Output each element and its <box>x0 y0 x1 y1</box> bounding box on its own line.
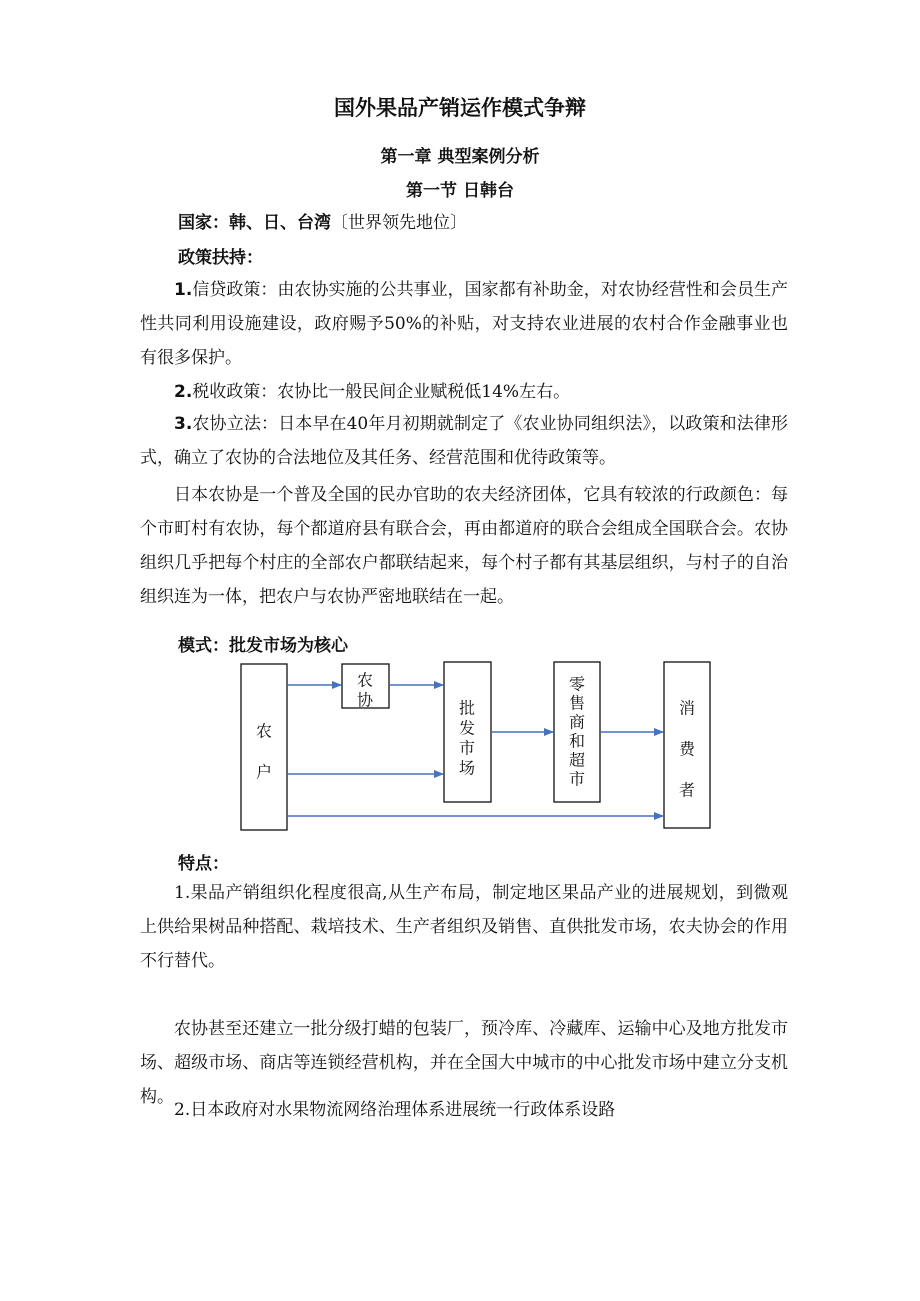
wholesale-market-label <box>459 699 475 778</box>
consumer-label-char: 费 <box>678 739 696 759</box>
policy-item-text: 信贷政策：由农协实施的公共事业，国家都有补助金，对农协经营性和会员生产性共同利用设施建设，政府赐予50%的补贴，对支持农业进展的农村合作金融事业也有很多保护。 <box>140 280 788 368</box>
retail-label-char: 零 <box>568 674 586 694</box>
wholesale-label-char: 市 <box>458 738 476 758</box>
document-title: 国外果品产销运作模式争辩 <box>334 96 586 120</box>
consumer-label-char: 消 <box>678 698 696 718</box>
chapter-title: 第一章 典型案例分析 <box>380 147 540 167</box>
wholesale-label-char: 发 <box>458 718 476 738</box>
country-heading <box>178 208 467 233</box>
consumer-label <box>679 699 696 800</box>
flow-diagram <box>0 650 920 840</box>
policy-item-text: 税收政策：农协比一般民间企业赋税低14%左右。 <box>192 382 571 402</box>
farmer-box <box>241 664 287 830</box>
policy-item-number: 2. <box>174 382 193 402</box>
retail-label-char: 商 <box>568 712 586 732</box>
feature-paragraph-2: 农协甚至还建立一批分级打蜡的包装厂，预冷库、冷藏库、运输中心及地方批发市场、超级市场、商店等连锁经营机构，并在全国大中城市的中心批发市场中建立分支机构。 <box>140 1019 788 1107</box>
policy-heading: 政策扶持： <box>178 248 263 268</box>
feature-paragraph-1: 1.果品产销组织化程度很高,从生产布局，制定地区果品产业的进展规划，到微观上供给果树品种搭配、栽培技术、生产者组织及销售、直供批发市场，农夫协会的作用不行替代。 <box>140 883 788 971</box>
retail-label-char: 超 <box>568 750 586 770</box>
feature-paragraph-3: 2.日本政府对水果物流网络治理体系进展统一行政体系设路 <box>174 1100 616 1120</box>
policy-item-number: 3. <box>174 414 193 434</box>
farmer-label-char: 农 <box>255 721 273 741</box>
coop-label-char: 协 <box>356 690 374 710</box>
policy-item-3 <box>140 407 788 475</box>
retail-supermarket-label <box>569 675 585 789</box>
policy-item-number: 1. <box>174 280 193 300</box>
model-heading: 模式：批发市场为核心 <box>178 636 348 656</box>
policy-item-2 <box>140 375 788 409</box>
wholesale-label-char: 场 <box>458 758 476 778</box>
country-note: 〔世界领先地位〕 <box>331 213 467 233</box>
policy-item-1 <box>140 273 788 375</box>
country-label: 国家：韩、日、台湾 <box>178 213 331 233</box>
retail-label-char: 售 <box>568 693 586 713</box>
coop-label <box>357 671 374 710</box>
intro-paragraph: 日本农协是一个普及全国的民办官助的农夫经济团体，它具有较浓的行政颜色：每个市町村有农协，每个都道府县有联合会，再由都道府的联合会组成全国联合会。农协组织几乎把每个村庄的全部农户都联结起来，每个村子都有其基层组织，与村子的自治组织连为一体，把农户与农协严密地联结在一起。 <box>140 485 788 607</box>
retail-label-char: 市 <box>568 769 586 789</box>
coop-label-char: 农 <box>356 670 374 690</box>
wholesale-label-char: 批 <box>458 698 476 718</box>
farmer-label-char: 户 <box>255 762 273 782</box>
section-title: 第一节 日韩台 <box>406 181 514 201</box>
retail-label-char: 和 <box>568 731 586 751</box>
consumer-label-char: 者 <box>678 780 696 800</box>
policy-item-text: 农协立法：日本早在40年月初期就制定了《农业协同组织法》，以政策和法律形式，确立了农协的合法地位及其任务、经营范围和优待政策等。 <box>140 414 788 468</box>
features-heading: 特点： <box>178 854 229 874</box>
